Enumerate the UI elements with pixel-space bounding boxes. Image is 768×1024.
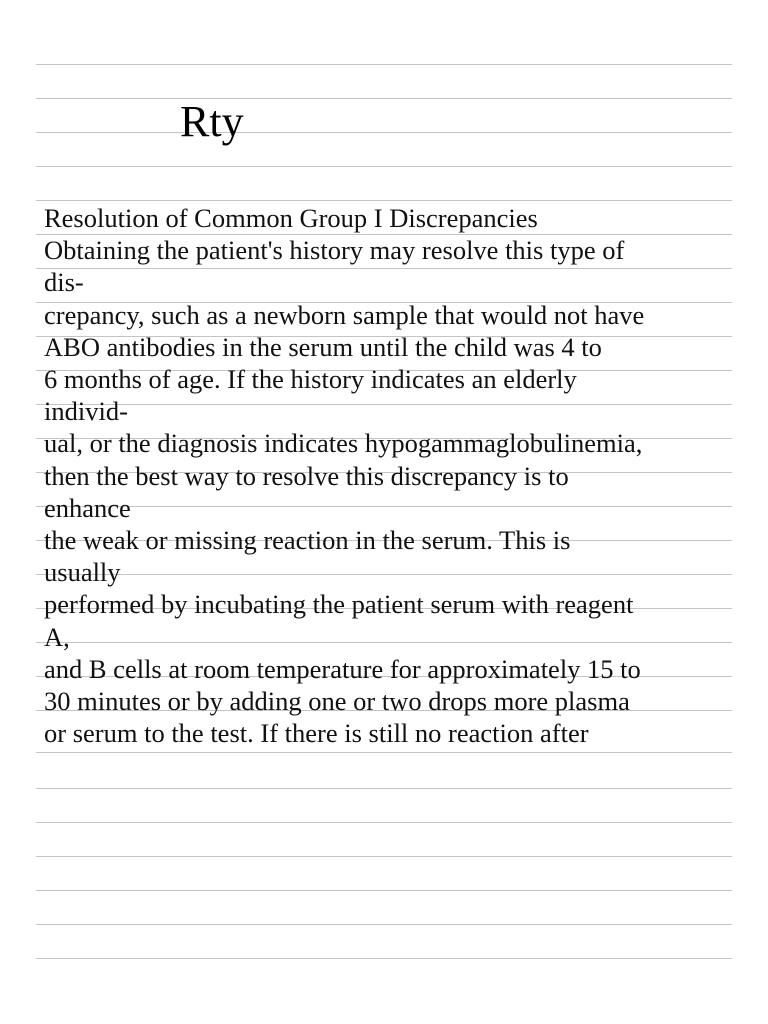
text-line: ABO antibodies in the serum until the child was 4 to (44, 331, 602, 362)
ruled-line (36, 924, 732, 925)
text-line: 30 minutes or by adding one or two drops more plasma (44, 686, 630, 716)
text-line: then the best way to resolve this discrepancy is to (44, 460, 569, 491)
ruled-line (36, 642, 732, 643)
ruled-line (36, 856, 732, 857)
ruled-line (36, 132, 732, 133)
text-line: individ- (44, 396, 128, 427)
ruled-line (36, 752, 732, 753)
page-title: Rty (180, 97, 244, 146)
text-line: enhance (44, 492, 131, 523)
ruled-line (36, 98, 732, 99)
ruled-line (36, 506, 732, 507)
text-line: ual, or the diagnosis indicates hypogammaglobulinemia, (44, 428, 643, 459)
ruled-line (36, 404, 732, 405)
text-line: crepancy, such as a newborn sample that would not have (44, 299, 645, 330)
text-line: and B cells at room temperature for approximately 15 to (44, 653, 641, 684)
ruled-line (36, 822, 732, 823)
ruled-line (36, 890, 732, 891)
ruled-line (36, 64, 732, 65)
text-line: Obtaining the patient's history may resolve this type of (44, 235, 625, 266)
text-line: performed by incubating the patient serum with reagent (44, 589, 634, 620)
ruled-line (36, 788, 732, 789)
text-line: the weak or missing reaction in the serum. This is (44, 525, 571, 555)
text-line: 6 months of age. If the history indicates an elderly (44, 364, 577, 394)
text-line: or serum to the test. If there is still no reaction after (44, 718, 589, 749)
ruled-line (36, 166, 732, 167)
text-line: usually (44, 557, 121, 588)
text-line: Resolution of Common Group I Discrepancies (44, 203, 538, 233)
ruled-line (36, 574, 732, 575)
ruled-line (36, 200, 732, 201)
text-line: dis- (44, 267, 84, 298)
ruled-line (36, 268, 732, 269)
text-line: A, (44, 621, 70, 652)
ruled-line (36, 958, 732, 959)
